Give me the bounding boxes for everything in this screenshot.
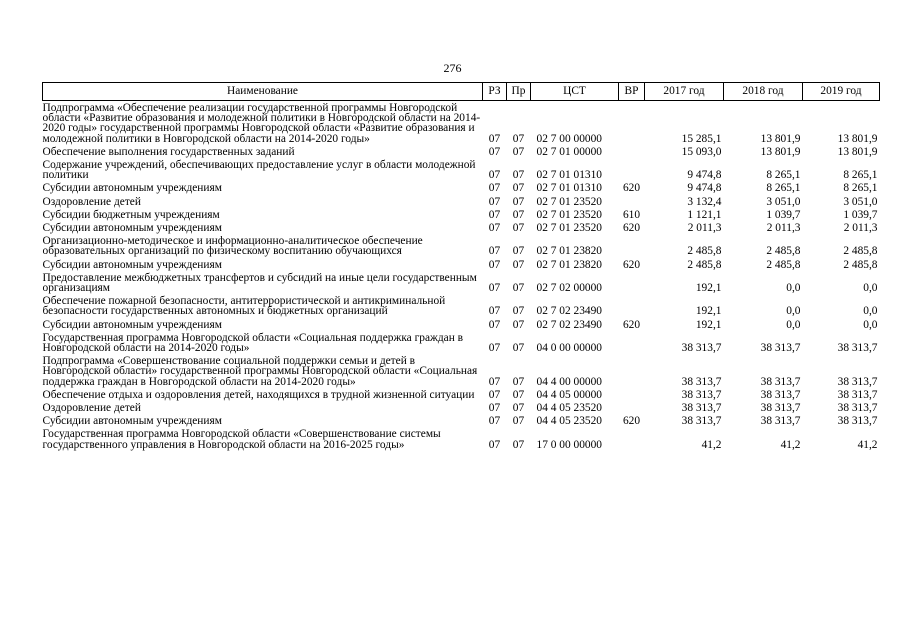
cell-2019: 13 801,9 bbox=[837, 145, 878, 158]
cell-pr: 07 bbox=[512, 145, 525, 158]
header-pr: Пр bbox=[507, 83, 531, 101]
table-row bbox=[43, 234, 880, 257]
cell-cst: 02 7 02 00000 bbox=[536, 282, 602, 295]
cell-vr: 620 bbox=[622, 182, 641, 195]
cell-rz: 07 bbox=[488, 282, 501, 295]
cell-2018: 0,0 bbox=[786, 305, 801, 318]
cell-vr bbox=[619, 401, 645, 414]
cell-pr: 07 bbox=[512, 195, 525, 208]
cell-pr: 07 bbox=[512, 375, 525, 388]
table-row bbox=[43, 258, 880, 271]
page-number: 276 bbox=[443, 61, 462, 75]
cell-vr bbox=[619, 294, 645, 317]
table-row bbox=[43, 427, 880, 450]
cell-rz: 07 bbox=[488, 388, 501, 401]
cell-rz: 07 bbox=[488, 402, 501, 415]
cell-name: Организационно-методическое и информационно-аналитическое обеспечение образовательных организаций по физическому воспитанию обучающихся bbox=[42, 235, 423, 258]
cell-rz: 07 bbox=[488, 305, 501, 318]
cell-2018: 2 011,3 bbox=[766, 222, 801, 235]
cell-rz: 07 bbox=[488, 342, 501, 355]
cell-name: Обеспечение отдыха и оздоровления детей, находящихся в трудной жизненной ситуации bbox=[42, 388, 475, 401]
cell-cst: 02 7 02 23490 bbox=[536, 305, 602, 318]
cell-2017: 9 474,8 bbox=[687, 169, 722, 182]
cell-name: Предоставление межбюджетных трансфертов и субсидий на иные цели государственным организациям bbox=[42, 271, 477, 295]
cell-pr: 07 bbox=[512, 402, 525, 415]
cell-2019: 13 801,9 bbox=[837, 132, 878, 145]
cell-2019: 38 313,7 bbox=[837, 415, 878, 428]
cell-2017: 15 285,1 bbox=[681, 132, 722, 145]
cell-name: Государственная программа Новгородской области «Социальная поддержка граждан в Новгородской области на 2014-2020 годы» bbox=[42, 331, 464, 355]
cell-vr: 620 bbox=[622, 415, 641, 428]
cell-2018: 2 485,8 bbox=[766, 245, 801, 258]
cell-rz: 07 bbox=[488, 318, 501, 331]
cell-name: Субсидии автономным учреждениям bbox=[42, 415, 222, 428]
cell-pr: 07 bbox=[512, 208, 525, 221]
header-2019: 2019 год bbox=[803, 83, 880, 101]
cell-name: Подпрограмма «Обеспечение реализации государственной программы Новгородской области «Развитие образования и молодежной политики в Новгородской области на 2014-2020 годы» государственной программы Новгородской области «Развитие образования и молодежной политики в Новгородской области на 2014-2020 годы» bbox=[42, 102, 481, 145]
cell-cst: 02 7 01 23520 bbox=[536, 208, 602, 221]
cell-name: Субсидии автономным учреждениям bbox=[42, 318, 222, 331]
cell-rz: 07 bbox=[488, 245, 501, 258]
cell-2019: 8 265,1 bbox=[843, 169, 878, 182]
cell-2018: 38 313,7 bbox=[760, 402, 801, 415]
cell-2019: 38 313,7 bbox=[837, 342, 878, 355]
cell-2018: 1 039,7 bbox=[766, 208, 801, 221]
header-2017: 2017 год bbox=[645, 83, 724, 101]
cell-vr: 620 bbox=[622, 318, 641, 331]
cell-cst: 04 0 00 00000 bbox=[536, 342, 602, 355]
cell-2019: 3 051,0 bbox=[843, 195, 878, 208]
table-row bbox=[43, 388, 880, 401]
cell-2017: 192,1 bbox=[695, 305, 722, 318]
cell-2018: 8 265,1 bbox=[766, 169, 801, 182]
cell-rz: 07 bbox=[488, 222, 501, 235]
cell-2017: 15 093,0 bbox=[681, 145, 722, 158]
cell-2017: 2 485,8 bbox=[687, 245, 722, 258]
cell-pr: 07 bbox=[512, 438, 525, 451]
cell-2019: 0,0 bbox=[863, 282, 878, 295]
cell-2017: 38 313,7 bbox=[681, 415, 722, 428]
cell-cst: 17 0 00 00000 bbox=[536, 438, 602, 451]
cell-name: Обеспечение пожарной безопасности, антитеррористической и антикриминальной безопасности государственных автономных и бюджетных организаций bbox=[42, 295, 446, 318]
table-row bbox=[43, 101, 880, 145]
table-row bbox=[43, 208, 880, 221]
cell-2019: 0,0 bbox=[863, 305, 878, 318]
cell-cst: 02 7 01 01310 bbox=[536, 169, 602, 182]
table-row bbox=[43, 318, 880, 331]
header-cst: ЦСТ bbox=[531, 83, 619, 101]
table-row bbox=[43, 181, 880, 194]
cell-2018: 13 801,9 bbox=[760, 132, 801, 145]
cell-rz: 07 bbox=[488, 438, 501, 451]
cell-name: Оздоровление детей bbox=[42, 195, 141, 208]
cell-2019: 38 313,7 bbox=[837, 388, 878, 401]
header-2018: 2018 год bbox=[724, 83, 803, 101]
cell-2018: 38 313,7 bbox=[760, 415, 801, 428]
cell-pr: 07 bbox=[512, 318, 525, 331]
cell-vr bbox=[619, 388, 645, 401]
cell-2018: 38 313,7 bbox=[760, 342, 801, 355]
table-row bbox=[43, 195, 880, 208]
cell-2019: 8 265,1 bbox=[843, 182, 878, 195]
cell-name: Содержание учреждений, обеспечивающих предоставление услуг в области молодежной политики bbox=[42, 159, 476, 182]
cell-cst: 02 7 02 23490 bbox=[536, 318, 602, 331]
cell-vr: 610 bbox=[622, 208, 641, 221]
cell-cst: 02 7 01 23520 bbox=[536, 222, 602, 235]
table-row bbox=[43, 354, 880, 388]
table-row bbox=[43, 414, 880, 427]
cell-vr bbox=[619, 354, 645, 388]
cell-2019: 2 485,8 bbox=[843, 258, 878, 271]
cell-name: Обеспечение выполнения государственных заданий bbox=[42, 145, 295, 158]
cell-rz: 07 bbox=[488, 195, 501, 208]
cell-cst: 02 7 01 00000 bbox=[536, 145, 602, 158]
cell-name: Субсидии автономным учреждениям bbox=[42, 182, 222, 195]
cell-rz: 07 bbox=[488, 145, 501, 158]
cell-vr bbox=[619, 145, 645, 158]
cell-cst: 04 4 05 23520 bbox=[536, 415, 602, 428]
table-row bbox=[43, 271, 880, 294]
header-rz: РЗ bbox=[483, 83, 507, 101]
cell-pr: 07 bbox=[512, 305, 525, 318]
cell-name: Оздоровление детей bbox=[42, 402, 141, 415]
cell-2017: 38 313,7 bbox=[681, 342, 722, 355]
cell-rz: 07 bbox=[488, 375, 501, 388]
cell-name: Подпрограмма «Совершенствование социальной поддержки семьи и детей в Новгородской области» государственной программы Новгородской области «Социальная поддержка граждан в Новгородской области на 2014-2020 годы» bbox=[42, 355, 478, 388]
cell-2019: 2 485,8 bbox=[843, 245, 878, 258]
cell-2017: 2 011,3 bbox=[687, 222, 722, 235]
cell-pr: 07 bbox=[512, 132, 525, 145]
cell-rz: 07 bbox=[488, 169, 501, 182]
cell-vr bbox=[619, 101, 645, 145]
table-row bbox=[43, 221, 880, 234]
cell-pr: 07 bbox=[512, 169, 525, 182]
table-row bbox=[43, 158, 880, 181]
cell-pr: 07 bbox=[512, 245, 525, 258]
cell-cst: 02 7 01 23820 bbox=[536, 258, 602, 271]
cell-cst: 04 4 05 23520 bbox=[536, 402, 602, 415]
cell-2019: 2 011,3 bbox=[843, 222, 878, 235]
cell-vr: 620 bbox=[622, 222, 641, 235]
cell-2019: 1 039,7 bbox=[843, 208, 878, 221]
cell-rz: 07 bbox=[488, 208, 501, 221]
cell-vr bbox=[619, 331, 645, 354]
cell-pr: 07 bbox=[512, 222, 525, 235]
cell-vr bbox=[619, 427, 645, 450]
cell-name: Субсидии автономным учреждениям bbox=[42, 222, 222, 235]
cell-2018: 0,0 bbox=[786, 282, 801, 295]
table-row bbox=[43, 401, 880, 414]
cell-2017: 38 313,7 bbox=[681, 388, 722, 401]
header-vr: ВР bbox=[619, 83, 645, 101]
cell-2018: 3 051,0 bbox=[766, 195, 801, 208]
cell-2017: 41,2 bbox=[701, 438, 722, 451]
cell-rz: 07 bbox=[488, 415, 501, 428]
cell-pr: 07 bbox=[512, 388, 525, 401]
cell-2019: 38 313,7 bbox=[837, 375, 878, 388]
cell-rz: 07 bbox=[488, 182, 501, 195]
cell-rz: 07 bbox=[488, 132, 501, 145]
cell-2018: 8 265,1 bbox=[766, 182, 801, 195]
cell-rz: 07 bbox=[488, 258, 501, 271]
cell-cst: 02 7 01 23520 bbox=[536, 195, 602, 208]
cell-pr: 07 bbox=[512, 342, 525, 355]
table-body bbox=[43, 101, 880, 451]
cell-2017: 38 313,7 bbox=[681, 375, 722, 388]
cell-vr bbox=[619, 271, 645, 294]
cell-pr: 07 bbox=[512, 182, 525, 195]
cell-cst: 02 7 01 01310 bbox=[536, 182, 602, 195]
cell-2018: 0,0 bbox=[786, 318, 801, 331]
table-header-row bbox=[43, 83, 880, 101]
budget-table bbox=[42, 82, 880, 451]
cell-2018: 41,2 bbox=[780, 438, 801, 451]
cell-pr: 07 bbox=[512, 415, 525, 428]
cell-2018: 38 313,7 bbox=[760, 375, 801, 388]
cell-name: Субсидии бюджетным учреждениям bbox=[42, 208, 220, 221]
cell-2019: 41,2 bbox=[857, 438, 878, 451]
cell-cst: 04 4 00 00000 bbox=[536, 375, 602, 388]
cell-2017: 192,1 bbox=[695, 318, 722, 331]
table-row bbox=[43, 294, 880, 317]
cell-cst: 04 4 05 00000 bbox=[536, 388, 602, 401]
cell-2017: 38 313,7 bbox=[681, 402, 722, 415]
header-name: Наименование bbox=[43, 83, 483, 101]
cell-name: Субсидии автономным учреждениям bbox=[42, 258, 222, 271]
cell-2017: 9 474,8 bbox=[687, 182, 722, 195]
cell-pr: 07 bbox=[512, 258, 525, 271]
cell-cst: 02 7 00 00000 bbox=[536, 132, 602, 145]
table-row bbox=[43, 331, 880, 354]
cell-vr: 620 bbox=[622, 258, 641, 271]
cell-2018: 13 801,9 bbox=[760, 145, 801, 158]
cell-2017: 3 132,4 bbox=[687, 195, 722, 208]
cell-2018: 38 313,7 bbox=[760, 388, 801, 401]
cell-2018: 2 485,8 bbox=[766, 258, 801, 271]
cell-2019: 38 313,7 bbox=[837, 402, 878, 415]
cell-name: Государственная программа Новгородской области «Совершенствование системы государственного управления в Новгородской области на 2016-2025 годы» bbox=[42, 428, 441, 451]
table-row bbox=[43, 145, 880, 158]
cell-2017: 1 121,1 bbox=[687, 208, 722, 221]
cell-vr bbox=[619, 158, 645, 181]
cell-2019: 0,0 bbox=[863, 318, 878, 331]
cell-pr: 07 bbox=[512, 282, 525, 295]
cell-2017: 2 485,8 bbox=[687, 258, 722, 271]
cell-vr bbox=[619, 195, 645, 208]
cell-cst: 02 7 01 23820 bbox=[536, 245, 602, 258]
cell-vr bbox=[619, 234, 645, 257]
cell-2017: 192,1 bbox=[695, 282, 722, 295]
